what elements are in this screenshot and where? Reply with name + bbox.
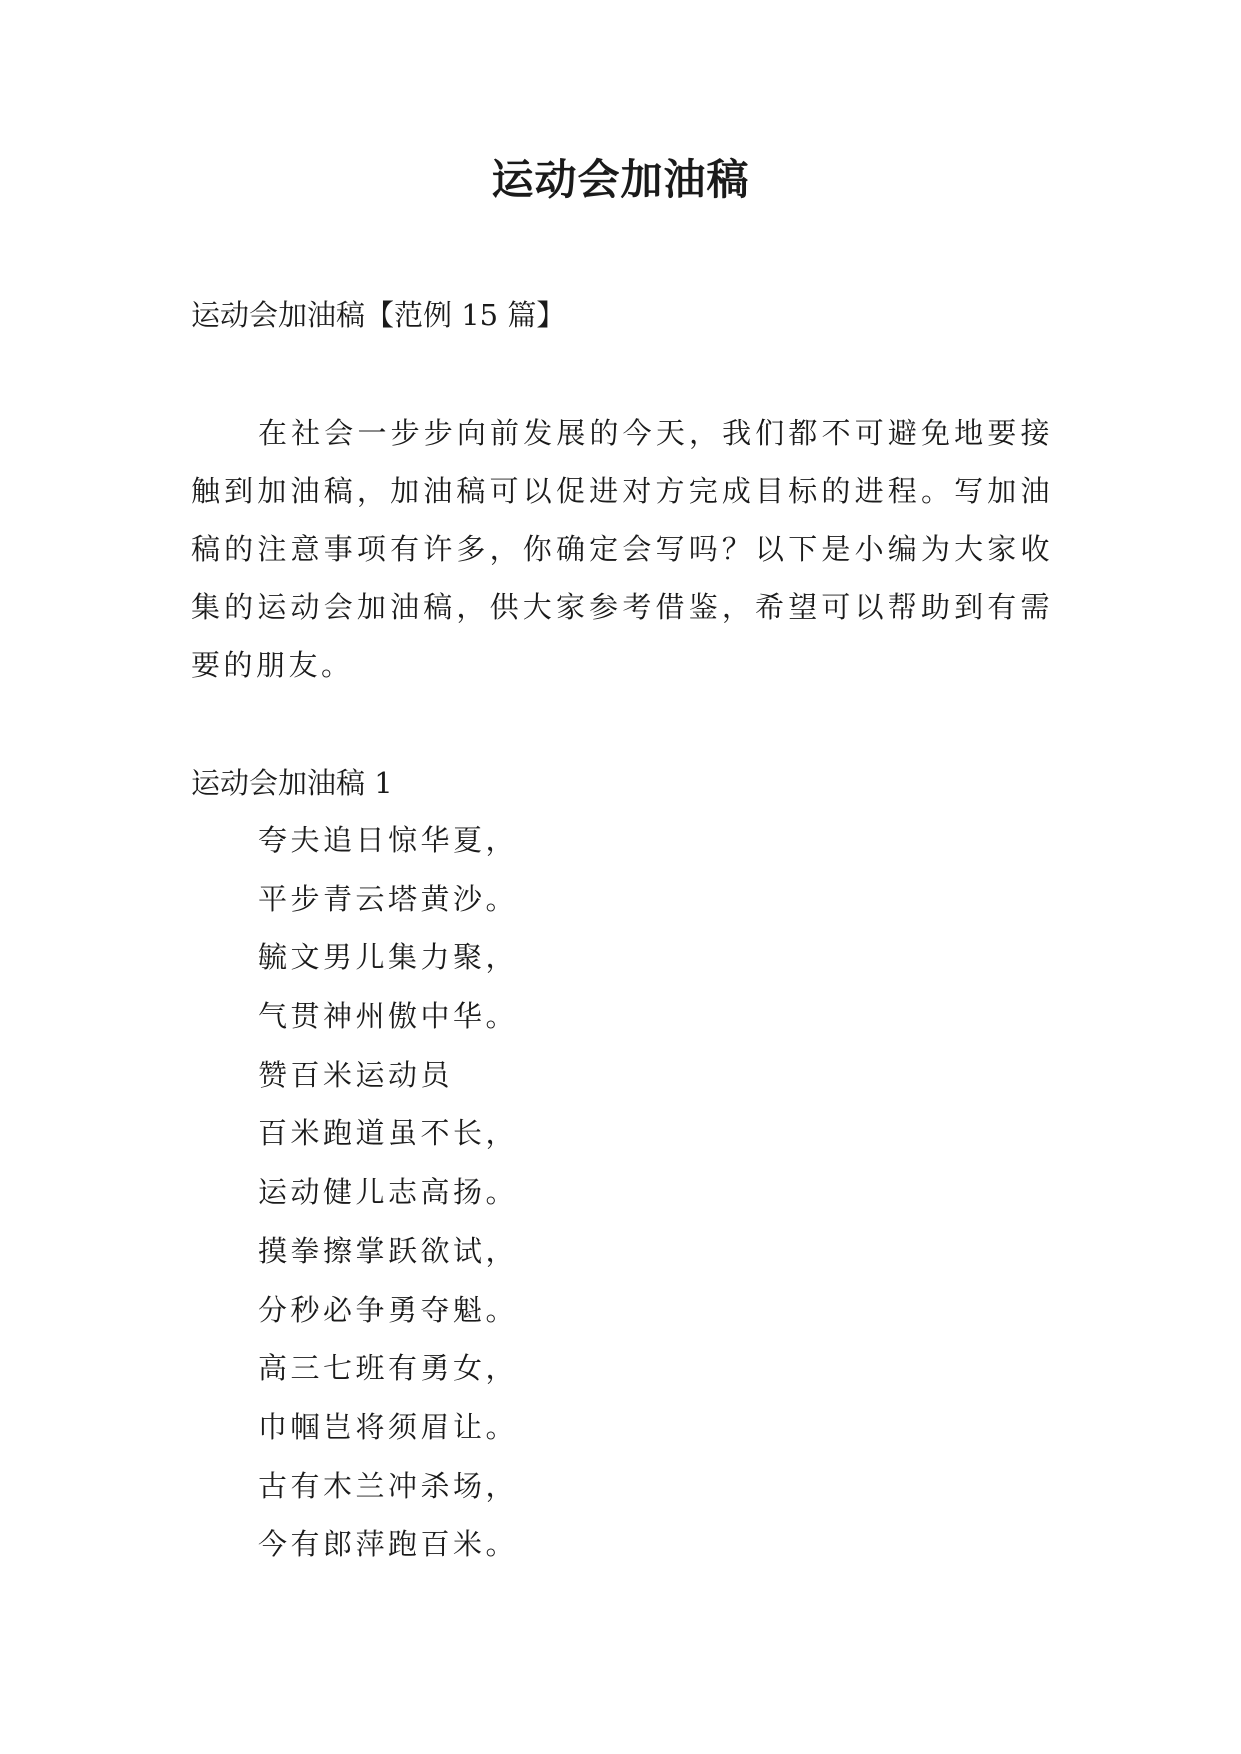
poem-line: 分秒必争勇夺魁。 — [258, 1292, 519, 1327]
poem-line: 平步青云塔黄沙。 — [258, 881, 519, 916]
intro-paragraph: 在社会一步步向前发展的今天，我们都不可避免地要接触到加油稿，加油稿可以促进对方完成目标的进程。写加油稿的注意事项有许多，你确定会写吗？以下是小编为大家收集的运动会加油稿，供大家参考借鉴，希望可以帮助到有需要的朋友。 — [191, 416, 1053, 682]
poem-line: 百米跑道虽不长， — [258, 1116, 519, 1151]
poem — [258, 818, 518, 1581]
poem-line: 赞百米运动员 — [258, 1057, 454, 1092]
poem-line: 今有郎萍跑百米。 — [258, 1527, 519, 1562]
document-subtitle: 运动会加油稿【范例 15 篇】 — [191, 298, 566, 332]
document-title: 运动会加油稿 — [491, 155, 750, 204]
poem-line: 夸夫追日惊华夏， — [258, 823, 519, 857]
poem-line: 古有木兰冲杀场， — [258, 1468, 519, 1503]
poem-line: 运动健儿志高扬。 — [258, 1175, 519, 1210]
poem-line: 巾帼岂将须眉让。 — [258, 1409, 519, 1444]
poem-line: 毓文男儿集力聚， — [258, 940, 519, 975]
poem-line: 气贯神州傲中华。 — [258, 999, 519, 1034]
poem-line: 摸拳擦掌跃欲试， — [258, 1233, 519, 1268]
section-heading: 运动会加油稿 1 — [191, 766, 393, 800]
poem-line: 高三七班有勇女， — [258, 1351, 519, 1386]
